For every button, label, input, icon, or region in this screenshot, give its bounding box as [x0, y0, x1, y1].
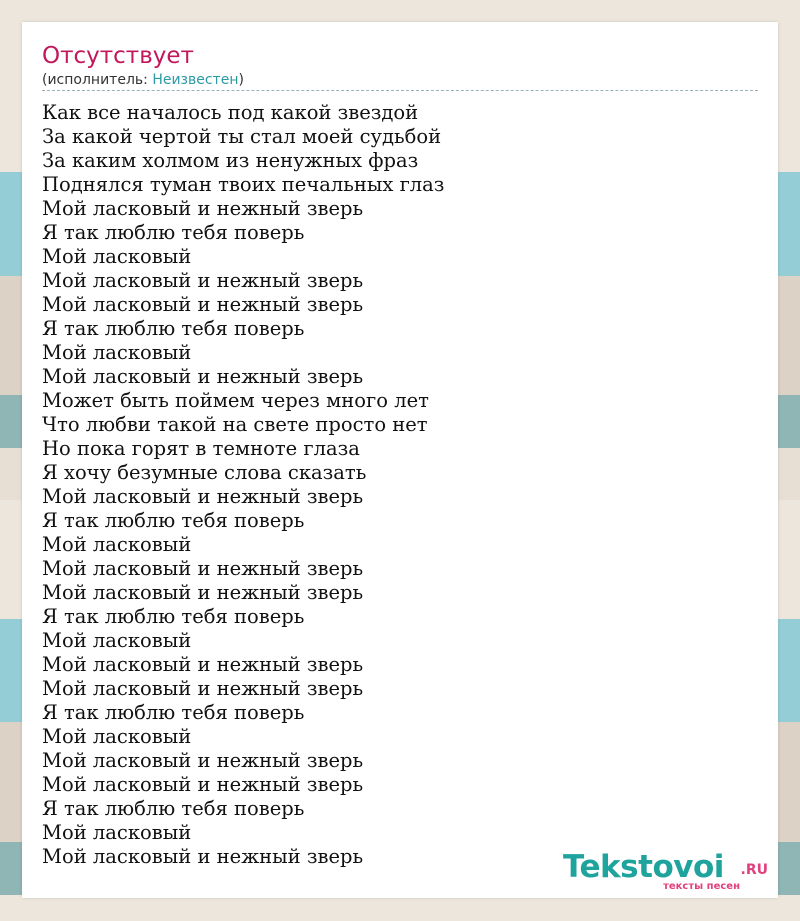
site-logo[interactable]: [563, 850, 768, 892]
logo-tld: .RU: [740, 862, 768, 878]
artist-suffix: ): [238, 72, 244, 88]
lyric-line: Мой ласковый и нежный зверь: [42, 293, 364, 316]
lyric-line: Мой ласковый и нежный зверь: [42, 653, 364, 676]
artist-prefix: (исполнитель:: [42, 72, 153, 88]
lyric-line: Я так люблю тебя поверь: [42, 221, 305, 244]
lyric-line: Мой ласковый: [42, 533, 192, 556]
lyric-line: Мой ласковый и нежный зверь: [42, 845, 364, 868]
song-title: Отсутствует: [42, 43, 194, 69]
lyric-line: Мой ласковый и нежный зверь: [42, 197, 364, 220]
lyric-line: Что любви такой на свете просто нет: [42, 413, 428, 436]
lyric-line: Но пока горят в темноте глаза: [42, 437, 360, 460]
title-divider: [42, 90, 758, 91]
lyric-line: Мой ласковый и нежный зверь: [42, 773, 364, 796]
lyrics-text: [42, 101, 444, 869]
artist-line: [42, 71, 244, 89]
lyric-line: Мой ласковый и нежный зверь: [42, 581, 364, 604]
lyric-line: Поднялся туман твоих печальных глаз: [42, 173, 445, 196]
lyric-line: Мой ласковый: [42, 725, 192, 748]
artist-link[interactable]: Неизвестен: [152, 72, 239, 88]
lyric-line: Я так люблю тебя поверь: [42, 701, 305, 724]
lyric-line: Мой ласковый и нежный зверь: [42, 269, 364, 292]
lyric-line: Мой ласковый и нежный зверь: [42, 485, 364, 508]
lyric-line: Мой ласковый и нежный зверь: [42, 677, 364, 700]
lyric-line: Мой ласковый: [42, 341, 192, 364]
lyric-line: Может быть поймем через много лет: [42, 389, 429, 412]
lyric-line: Я хочу безумные слова сказать: [42, 461, 367, 484]
lyric-line: Мой ласковый: [42, 821, 192, 844]
logo-tagline: тексты песен: [663, 881, 740, 892]
lyric-line: Как все началось под какой звездой: [42, 101, 419, 124]
lyric-line: Я так люблю тебя поверь: [42, 797, 305, 820]
lyrics-card: [22, 22, 778, 898]
lyric-line: За какой чертой ты стал моей судьбой: [42, 125, 442, 148]
lyric-line: Мой ласковый и нежный зверь: [42, 365, 364, 388]
lyric-line: Мой ласковый: [42, 245, 192, 268]
lyric-line: Я так люблю тебя поверь: [42, 605, 305, 628]
lyric-line: Я так люблю тебя поверь: [42, 509, 305, 532]
lyric-line: Мой ласковый и нежный зверь: [42, 749, 364, 772]
logo-name: Tekstovoi: [563, 849, 724, 885]
lyric-line: Мой ласковый: [42, 629, 192, 652]
lyric-line: Мой ласковый и нежный зверь: [42, 557, 364, 580]
lyric-line: Я так люблю тебя поверь: [42, 317, 305, 340]
lyric-line: За каким холмом из ненужных фраз: [42, 149, 419, 172]
